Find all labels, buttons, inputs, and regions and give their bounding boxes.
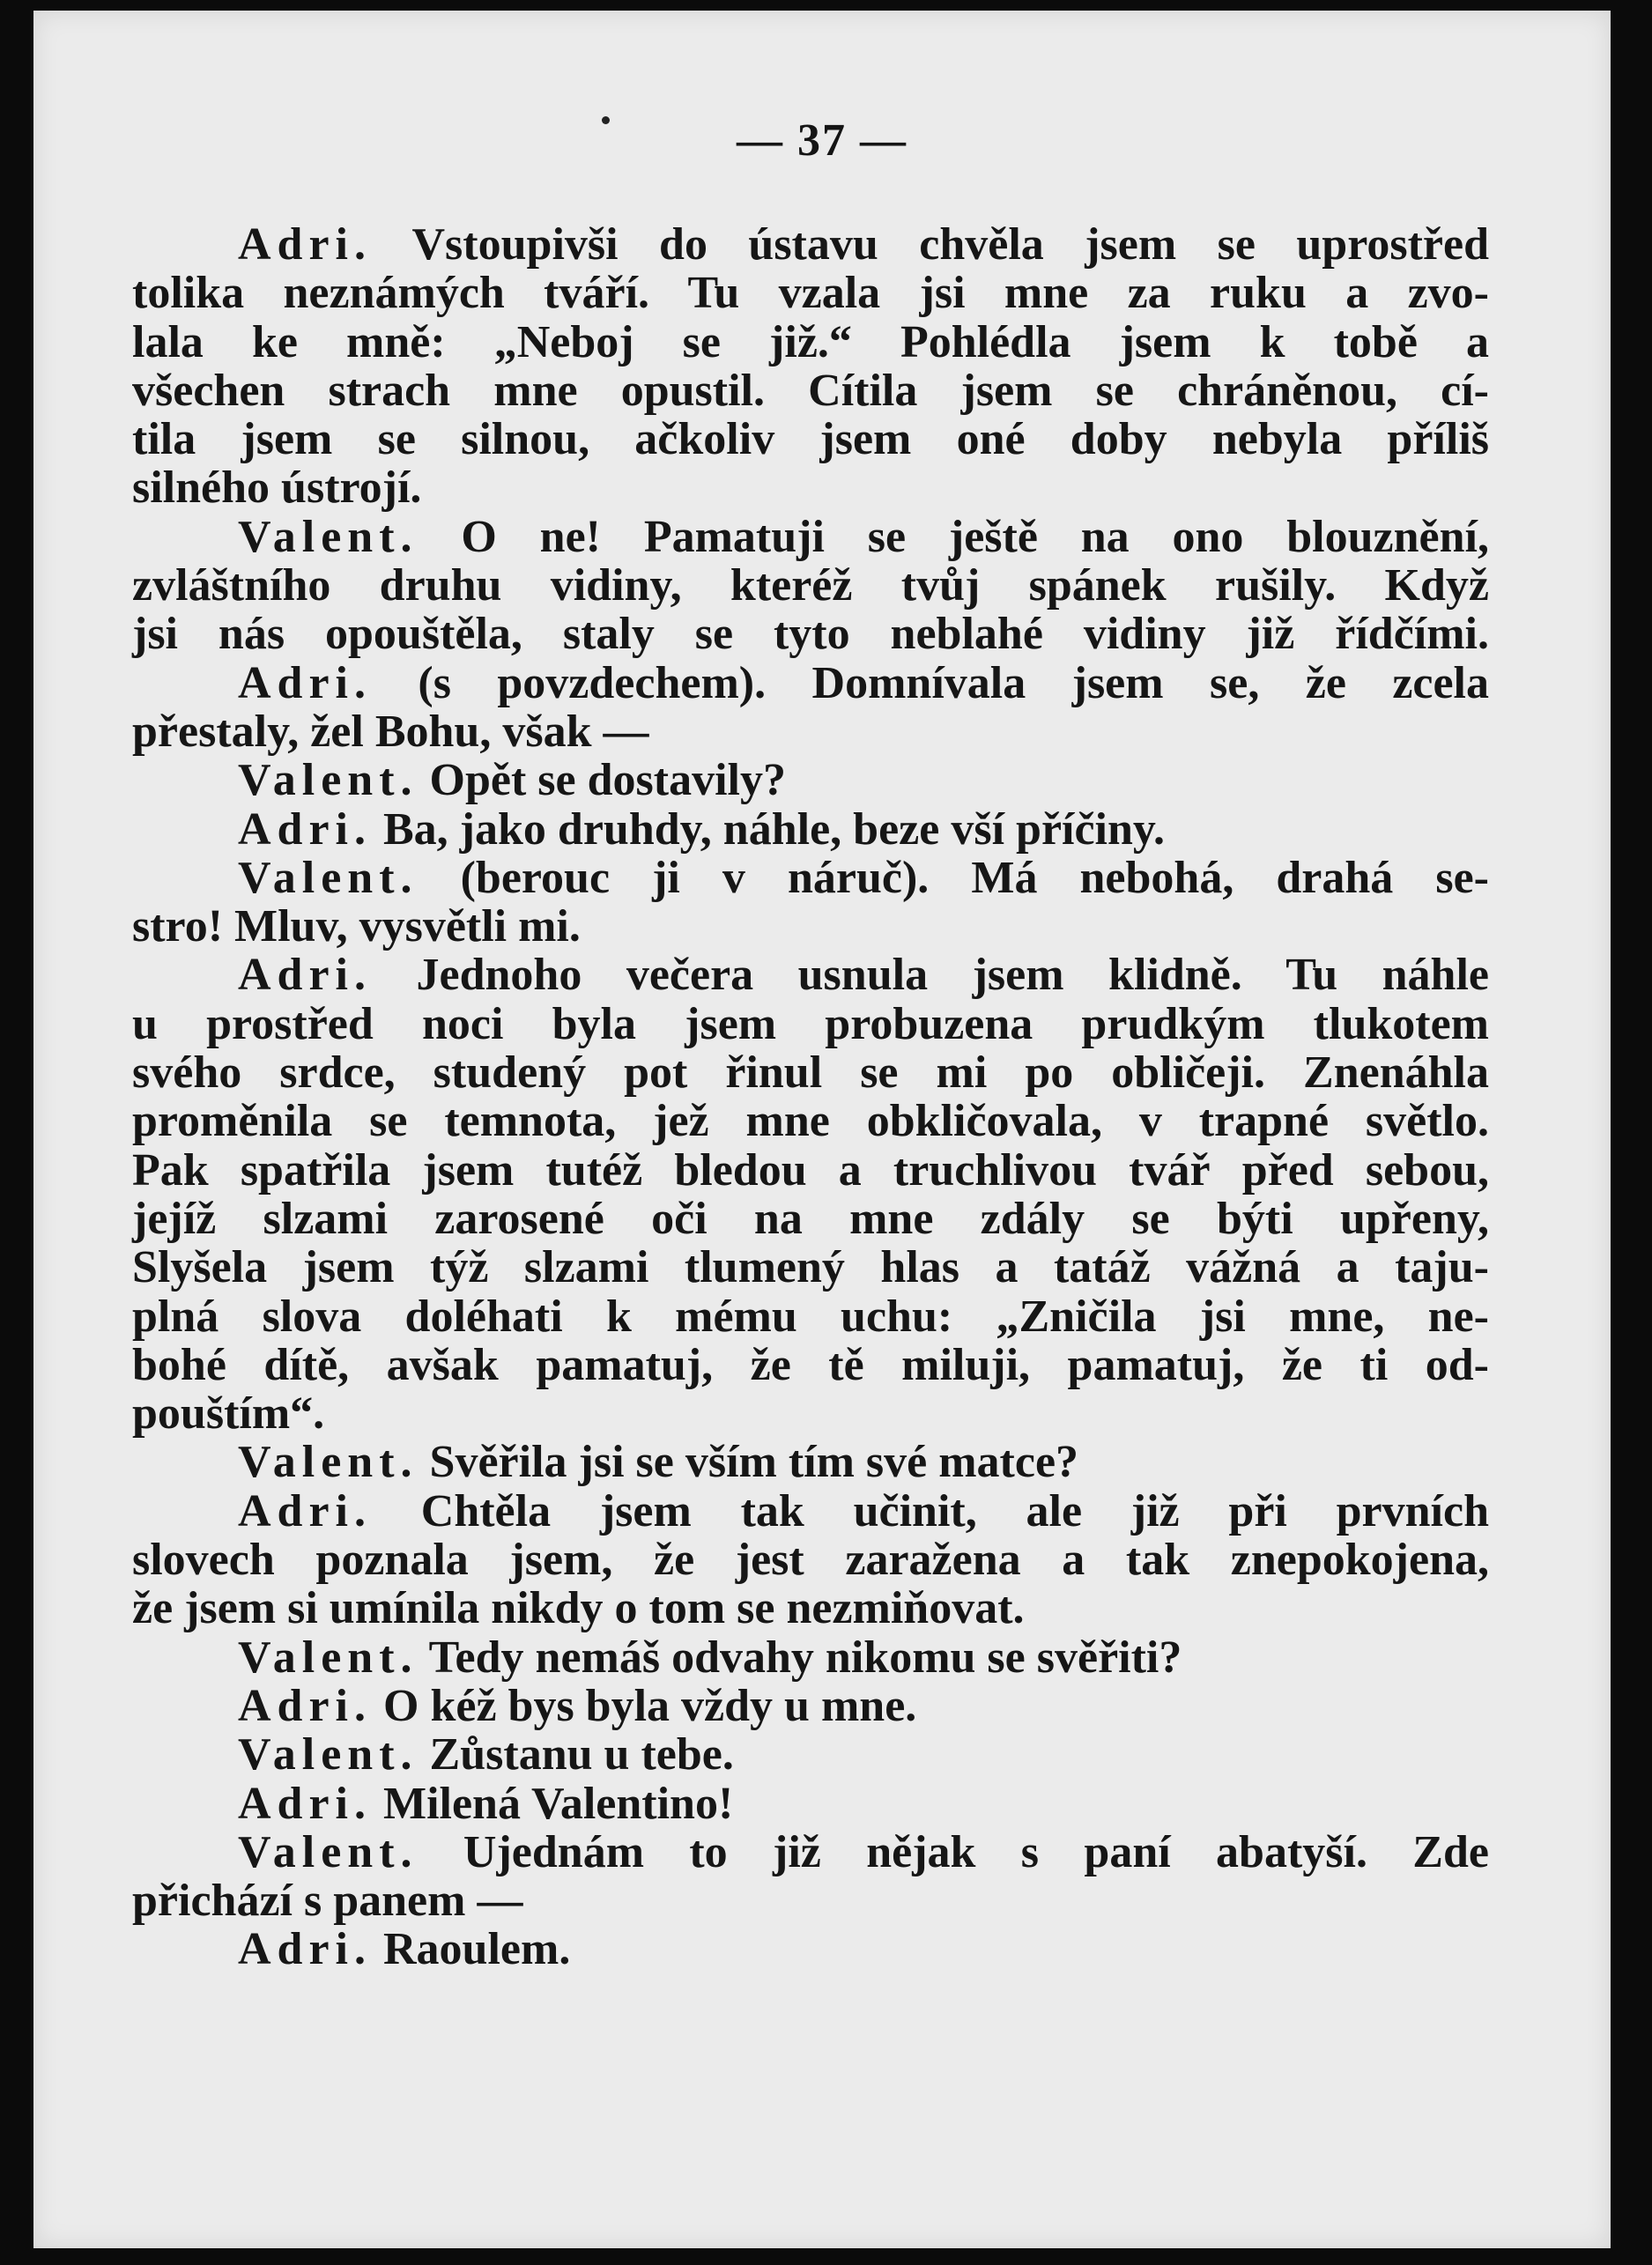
speaker-name: Adri. [238, 1485, 372, 1536]
speaker-name: Adri. [238, 1924, 372, 1975]
text-line: Adri. Raoulem. [238, 1924, 571, 1975]
text-line: Valent. O ne! Pamatuji se ještě na ono blouznění, [238, 511, 1489, 562]
text-line: přestaly, žel Bohu, však — [132, 706, 649, 757]
speaker-name: Valent. [238, 1826, 419, 1877]
speaker-name: Valent. [238, 755, 419, 806]
speaker-name: Adri. [238, 219, 372, 270]
text-line: plná slova doléhati k mému uchu: „Zničila jsi mne, ne- [132, 1291, 1489, 1342]
text-line: Adri. (s povzdechem). Domnívala jsem se, že zcela [238, 657, 1489, 708]
text-line: Valent. Svěřila jsi se vším tím své matce? [238, 1437, 1079, 1488]
text-line: Valent. Opět se dostavily? [238, 755, 786, 806]
speaker-name: Valent. [238, 1729, 419, 1780]
speaker-name: Valent. [238, 511, 419, 562]
text-line: Adri. Milená Valentino! [238, 1778, 734, 1829]
speaker-name: Adri. [238, 1680, 372, 1731]
text-line: bohé dítě, avšak pamatuj, že tě miluji, pamatuj, že ti od- [132, 1339, 1489, 1390]
text-line: Valent. (berouc ji v náruč). Má nebohá, drahá se- [238, 852, 1489, 903]
text-line: Adri. Ba, jako druhdy, náhle, beze vší příčiny. [238, 803, 1166, 855]
speaker-name: Adri. [238, 657, 372, 708]
text-line: Adri. Jednoho večera usnula jsem klidně. Tu náhle [238, 950, 1489, 1001]
text-line: Adri. Chtěla jsem tak učinit, ale již při prvních [238, 1485, 1489, 1536]
page-number: — 37 — [737, 115, 907, 166]
text-line: Valent. Ujednám to již nějak s paní abatyší. Zde [238, 1826, 1489, 1877]
speaker-name: Adri. [238, 950, 372, 1001]
dialogue-text [132, 220, 1489, 1974]
speaker-name: Valent. [238, 852, 419, 903]
text-line: Valent. Tedy nemáš odvahy nikomu se svěřiti? [238, 1632, 1182, 1683]
text-line: Valent. Zůstanu u tebe. [238, 1729, 734, 1780]
speaker-name: Valent. [238, 1437, 419, 1488]
text-line: zvláštního druhu vidiny, kteréž tvůj spánek rušily. Když [132, 560, 1489, 611]
text-line: lala ke mně: „Neboj se již.“ Pohlédla jsem k tobě a [132, 316, 1489, 367]
speaker-name: Adri. [238, 1778, 372, 1829]
text-line: jsi nás opouštěla, staly se tyto neblahé vidiny již řídčími. [132, 609, 1489, 660]
text-line: že jsem si umínila nikdy o tom se nezmiňovat. [132, 1583, 1025, 1634]
text-line: Adri. O kéž bys byla vždy u mne. [238, 1680, 917, 1731]
text-line: přichází s panem — [132, 1876, 523, 1927]
speaker-name: Adri. [238, 803, 372, 855]
text-line: pouštím“. [132, 1388, 325, 1440]
text-line: Slyšela jsem týž slzami tlumený hlas a tatáž vážná a taju- [132, 1242, 1489, 1293]
text-line: svého srdce, studený pot řinul se mi po obličeji. Znenáhla [132, 1047, 1489, 1099]
text-line: u prostřed noci byla jsem probuzena prudkým tlukotem [132, 998, 1489, 1049]
text-line: proměnila se temnota, jež mne obkličovala, v trapné světlo. [132, 1096, 1489, 1147]
text-line: slovech poznala jsem, že jest zaražena a tak znepokojena, [132, 1535, 1489, 1586]
text-line: všechen strach mne opustil. Cítila jsem se chráněnou, cí- [132, 365, 1489, 416]
text-line: silného ústrojí. [132, 463, 422, 514]
speaker-name: Valent. [238, 1632, 419, 1683]
text-line: jejíž slzami zarosené oči na mne zdály se býti upřeny, [132, 1193, 1489, 1244]
text-line: Pak spatřila jsem tutéž bledou a truchlivou tvář před sebou, [132, 1144, 1489, 1195]
text-line: tolika neznámých tváří. Tu vzala jsi mne za ruku a zvo- [132, 268, 1489, 319]
book-page [33, 11, 1611, 2248]
text-line: tila jsem se silnou, ačkoliv jsem oné doby nebyla příliš [132, 414, 1489, 465]
text-line: Adri. Vstoupivši do ústavu chvěla jsem se uprostřed [238, 219, 1489, 270]
text-line: stro! Mluv, vysvětli mi. [132, 901, 581, 952]
